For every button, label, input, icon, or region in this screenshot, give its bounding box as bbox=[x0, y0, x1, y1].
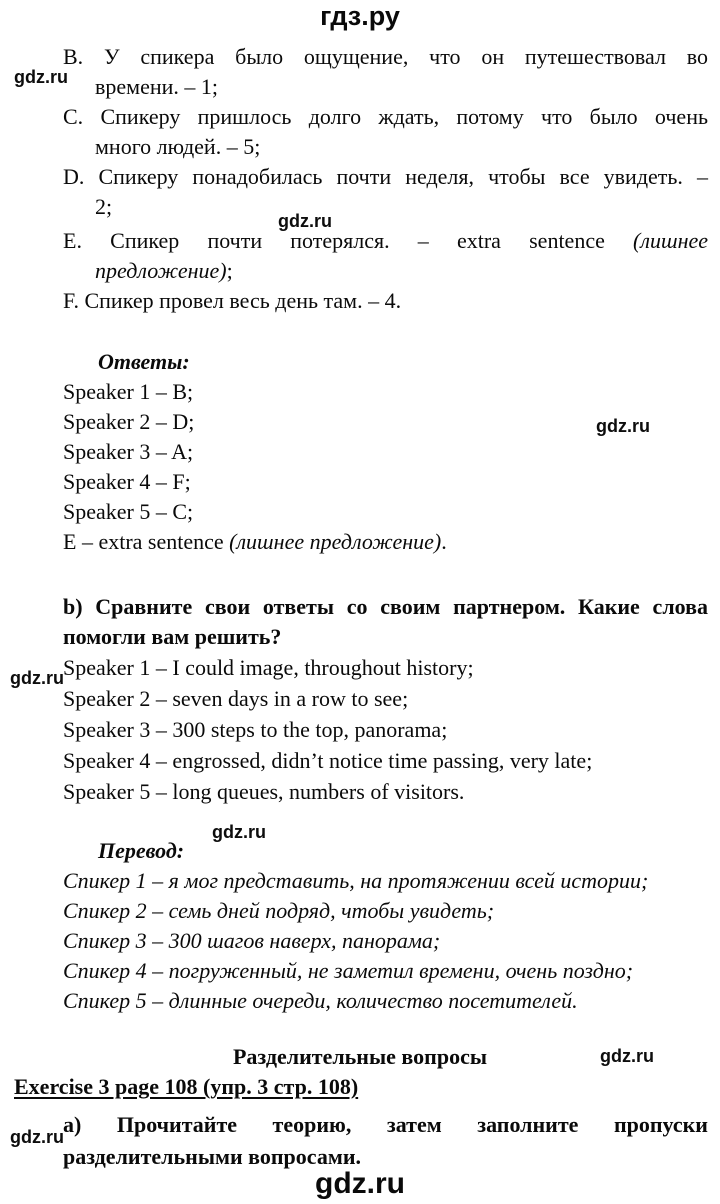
item-text: У спикера было ощущение, что он путешествовал во bbox=[103, 44, 708, 69]
item-text: времени. – 1; bbox=[95, 74, 218, 99]
site-logo-bottom: gdz.ru bbox=[315, 1167, 405, 1200]
gdz-watermark: gdz.ru bbox=[10, 1127, 64, 1147]
list-item bbox=[63, 42, 708, 102]
translation-section bbox=[63, 836, 708, 1016]
answer-line: Speaker 5 – C; bbox=[63, 499, 194, 524]
item-label: C. bbox=[63, 104, 84, 129]
statements-list bbox=[63, 42, 708, 316]
item-text-italic: (лишнее bbox=[633, 228, 709, 253]
item-label: B. bbox=[63, 44, 84, 69]
translation-line: Спикер 1 – я мог представить, на протяжении всей истории; bbox=[63, 868, 649, 893]
answer-line: Speaker 3 – A; bbox=[63, 439, 194, 464]
list-item bbox=[63, 226, 708, 286]
item-text-italic: предложение) bbox=[95, 258, 227, 283]
answer-extra-line: E – extra sentence (лишнее предложение). bbox=[63, 529, 447, 554]
keywords-line: Speaker 3 – 300 steps to the top, panorama; bbox=[63, 717, 448, 742]
part-b-heading: помогли вам решить? bbox=[63, 624, 282, 649]
answer-line: Speaker 4 – F; bbox=[63, 469, 191, 494]
list-item bbox=[63, 286, 708, 316]
list-item bbox=[63, 102, 708, 162]
part-b-section bbox=[63, 592, 708, 807]
item-text: Спикеру понадобилась почти неделя, чтобы все увидеть. – bbox=[98, 164, 708, 189]
keywords-line: Speaker 4 – engrossed, didn’t notice time passing, very late; bbox=[63, 748, 593, 773]
gdz-watermark: gdz.ru bbox=[596, 416, 650, 436]
answer-line: Speaker 2 – D; bbox=[63, 409, 195, 434]
item-label: F. bbox=[63, 288, 79, 313]
translation-line: Спикер 2 – семь дней подряд, чтобы увидеть; bbox=[63, 898, 495, 923]
translation-line: Спикер 4 – погруженный, не заметил времени, очень поздно; bbox=[63, 958, 634, 983]
exercise-title: Exercise 3 page 108 (упр. 3 стр. 108) bbox=[14, 1074, 359, 1099]
part-b-heading: b) Сравните свои ответы со своим партнером. Какие слова bbox=[63, 594, 708, 619]
translation-line: Спикер 5 – длинные очереди, количество посетителей. bbox=[63, 988, 578, 1013]
answer-line: Speaker 1 – B; bbox=[63, 379, 194, 404]
gdz-watermark: gdz.ru bbox=[278, 211, 332, 231]
item-label: D. bbox=[63, 164, 85, 189]
gdz-watermark: gdz.ru bbox=[600, 1046, 654, 1066]
topic-heading: Разделительные вопросы bbox=[232, 1044, 488, 1069]
gdz-watermark: gdz.ru bbox=[14, 67, 68, 87]
keywords-line: Speaker 1 – I could image, throughout history; bbox=[63, 655, 474, 680]
item-text: много людей. – 5; bbox=[95, 134, 261, 159]
item-text: Спикеру пришлось долго ждать, потому что было очень bbox=[100, 104, 708, 129]
item-text: ; bbox=[226, 258, 233, 283]
item-label: E. bbox=[63, 228, 82, 253]
gdz-watermark: gdz.ru bbox=[212, 822, 266, 842]
item-text: 2; bbox=[95, 194, 113, 219]
task-a-paragraph: а) Прочитайте теорию, затем заполните пропуски разделительными вопросами. bbox=[63, 1112, 708, 1169]
answers-section bbox=[63, 347, 708, 557]
item-text: Спикер провел весь день там. – 4. bbox=[84, 288, 402, 313]
translation-line: Спикер 3 – 300 шагов наверх, панорама; bbox=[63, 928, 441, 953]
keywords-line: Speaker 2 – seven days in a row to see; bbox=[63, 686, 409, 711]
site-logo-top: гдз.ру bbox=[320, 1, 400, 31]
item-text: Спикер почти потерялся. – extra sentence bbox=[110, 228, 605, 253]
translation-heading: Перевод: bbox=[98, 838, 185, 863]
keywords-line: Speaker 5 – long queues, numbers of visitors. bbox=[63, 779, 465, 804]
list-item bbox=[63, 162, 708, 222]
answers-heading: Ответы: bbox=[98, 349, 190, 374]
gdz-watermark: gdz.ru bbox=[10, 668, 64, 688]
